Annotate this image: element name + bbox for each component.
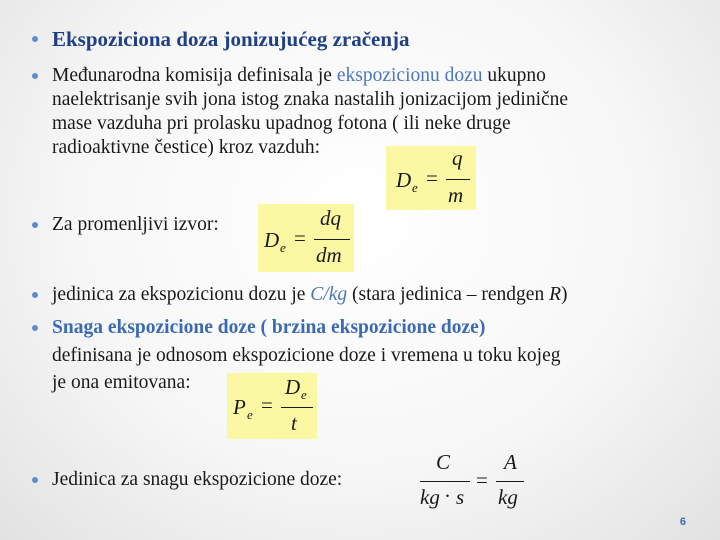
bullet-dot (32, 325, 38, 331)
fraction-bar (281, 407, 313, 408)
eq-numerator: D (285, 375, 301, 399)
bullet-2-text: Za promenljivi izvor: (52, 214, 219, 235)
bullet-1-line-4: radioaktivne čestice) kroz vazduh: (52, 137, 321, 158)
slide-title: Ekspoziciona doza jonizujućeg zračenja (52, 27, 410, 51)
equation-unit-dose-rate (418, 448, 528, 514)
fraction-bar (314, 239, 350, 240)
eq-denominator: dm (316, 243, 342, 267)
bullet-3-text (52, 283, 568, 307)
eq-sub: e (247, 407, 253, 422)
bullet-4-line-2: definisana je odnosom ekspozicione doze i vremena u toku kojeg (52, 345, 561, 366)
bullet-4-heading: Snaga ekspozicione doze ( brzina ekspozicione doze) (52, 317, 486, 338)
page-number: 6 (679, 516, 686, 528)
eq-equals: = (294, 226, 306, 250)
eq-numerator: dq (320, 206, 341, 230)
eq-sub: e (280, 240, 286, 255)
eq-numerator: q (452, 146, 463, 170)
eq-lhs: D (264, 228, 280, 252)
eq-dot: · (444, 484, 451, 508)
eq-denominator-1a: kg (420, 485, 440, 509)
eq-denominator-1b: s (456, 485, 465, 509)
text: Međunarodna komisija definisala je (52, 65, 337, 86)
bullet-1-line-3: mase vazduha pri prolasku upadnog fotona ( ili neke druge (52, 113, 511, 134)
eq-sub: e (412, 180, 418, 195)
equation-variable-source (258, 204, 354, 272)
bullet-5-text: Jedinica za snagu ekspozicione doze: (52, 469, 343, 490)
unit-r: R (549, 284, 561, 305)
fraction-bar (496, 481, 524, 482)
text: ) (561, 284, 568, 305)
eq-equals: = (476, 468, 488, 492)
bullet-dot (32, 222, 38, 228)
bullet-dot (32, 36, 38, 42)
eq-numerator-sub: e (301, 387, 307, 402)
text: (stara jedinica – rendgen (347, 284, 550, 305)
highlight-term: ekspozicionu dozu (336, 65, 483, 86)
bullet-1-line-1 (52, 64, 546, 88)
eq-lhs: P (233, 395, 246, 419)
eq-denominator-2: kg (498, 485, 518, 509)
equation-dose-rate (227, 373, 317, 439)
fraction-bar (420, 481, 470, 482)
eq-numerator-1: C (436, 450, 451, 474)
bullet-dot (32, 292, 38, 298)
equation-exposure-dose (386, 146, 476, 210)
text: jedinica za ekspozicionu dozu je (52, 284, 311, 305)
bullet-dot (32, 73, 38, 79)
eq-lhs: D (396, 168, 412, 192)
eq-numerator-2: A (504, 450, 517, 474)
bullet-1-line-2: naelektrisanje svih jona istog znaka nastalih jonizacijom jedinične (52, 89, 569, 110)
eq-equals: = (426, 166, 438, 190)
bullet-dot (32, 477, 38, 483)
eq-equals: = (261, 393, 273, 417)
eq-denominator: t (291, 411, 297, 435)
unit-c-per-kg: C/kg (310, 284, 348, 305)
fraction-bar (446, 179, 470, 180)
bullet-4-line-3: je ona emitovana: (52, 372, 191, 393)
text: ukupno (482, 65, 546, 86)
eq-denominator: m (448, 183, 464, 207)
